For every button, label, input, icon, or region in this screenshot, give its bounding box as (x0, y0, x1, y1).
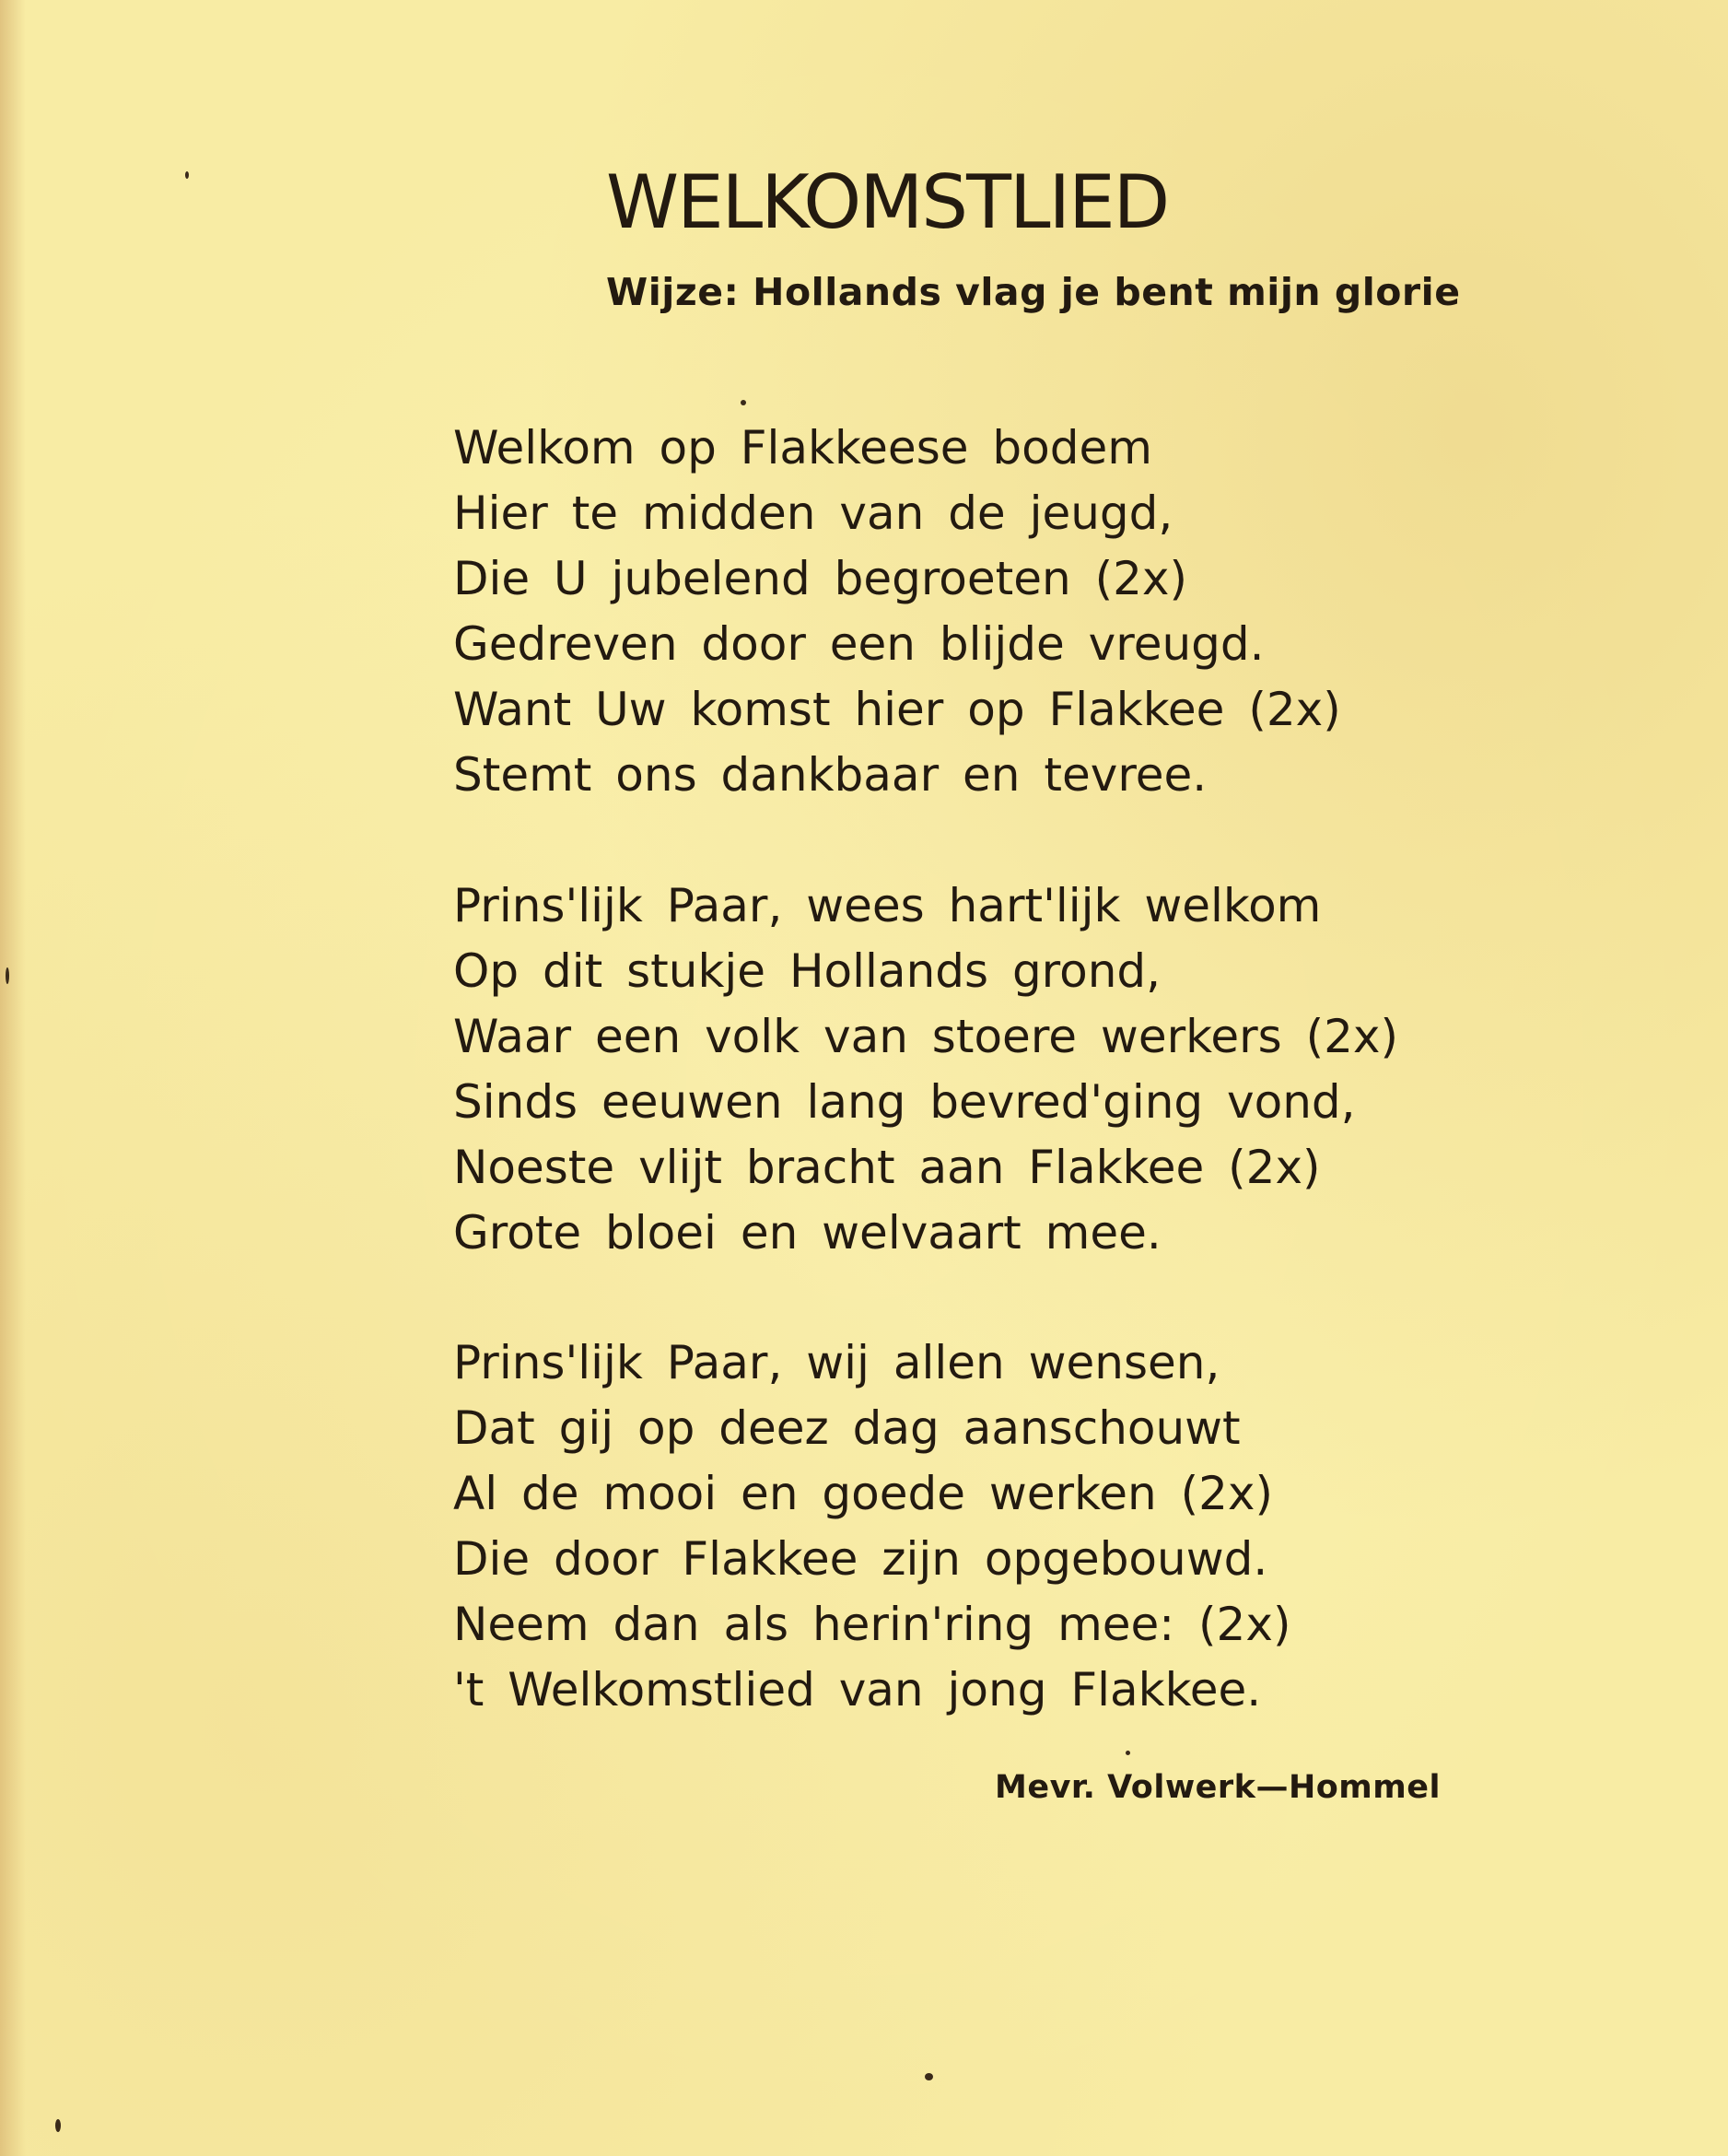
stanza-line: Die door Flakkee zijn opgebouwd. (453, 1532, 1268, 1586)
stanza-line: Gedreven door een blijde vreugd. (453, 617, 1265, 671)
stanza-line: Welkom op Flakkeese bodem (453, 421, 1152, 475)
stanza-line: Dat gij op deez dag aanschouwt (453, 1401, 1241, 1455)
paper-speck (925, 2073, 933, 2080)
author-credit: Mevr. Volwerk—Hommel (995, 1769, 1441, 1806)
paper-speck (741, 400, 746, 405)
page-title: WELKOMSTLIED (606, 159, 1169, 245)
paper-speck (6, 967, 9, 984)
paper-speck (185, 171, 189, 179)
stanza-line: Stemt ons dankbaar en tevree. (453, 748, 1208, 802)
stanza-line: Op dit stukje Hollands grond, (453, 944, 1162, 998)
stanza-line: Want Uw komst hier op Flakkee (2x) (453, 683, 1341, 736)
stanza-3 (453, 1330, 1290, 1723)
stanza-line: Grote bloei en welvaart mee. (453, 1206, 1162, 1260)
stanza-line: Al de mooi en goede werken (2x) (453, 1467, 1274, 1520)
stanza-2 (453, 873, 1398, 1266)
paper-speck (1126, 1751, 1130, 1755)
stanza-line: Noeste vlijt bracht aan Flakkee (2x) (453, 1141, 1321, 1194)
paper-speck (55, 2119, 61, 2132)
stanza-line: Hier te midden van de jeugd, (453, 486, 1173, 540)
stanza-1 (453, 416, 1341, 808)
stanza-line: Waar een volk van stoere werkers (2x) (453, 1010, 1398, 1063)
stanza-line: Neem dan als herin'ring mee: (2x) (453, 1598, 1291, 1651)
stanza-line: Sinds eeuwen lang bevred'ging vond, (453, 1075, 1356, 1129)
stanza-line: 't Welkomstlied van jong Flakkee. (453, 1663, 1262, 1717)
subtitle-melody: Wijze: Hollands vlag je bent mijn glorie (606, 270, 1461, 314)
stanza-line: Die U jubelend begroeten (2x) (453, 552, 1188, 605)
stanza-line: Prins'lijk Paar, wij allen wensen, (453, 1336, 1220, 1389)
stanza-line: Prins'lijk Paar, wees hart'lijk welkom (453, 879, 1322, 932)
